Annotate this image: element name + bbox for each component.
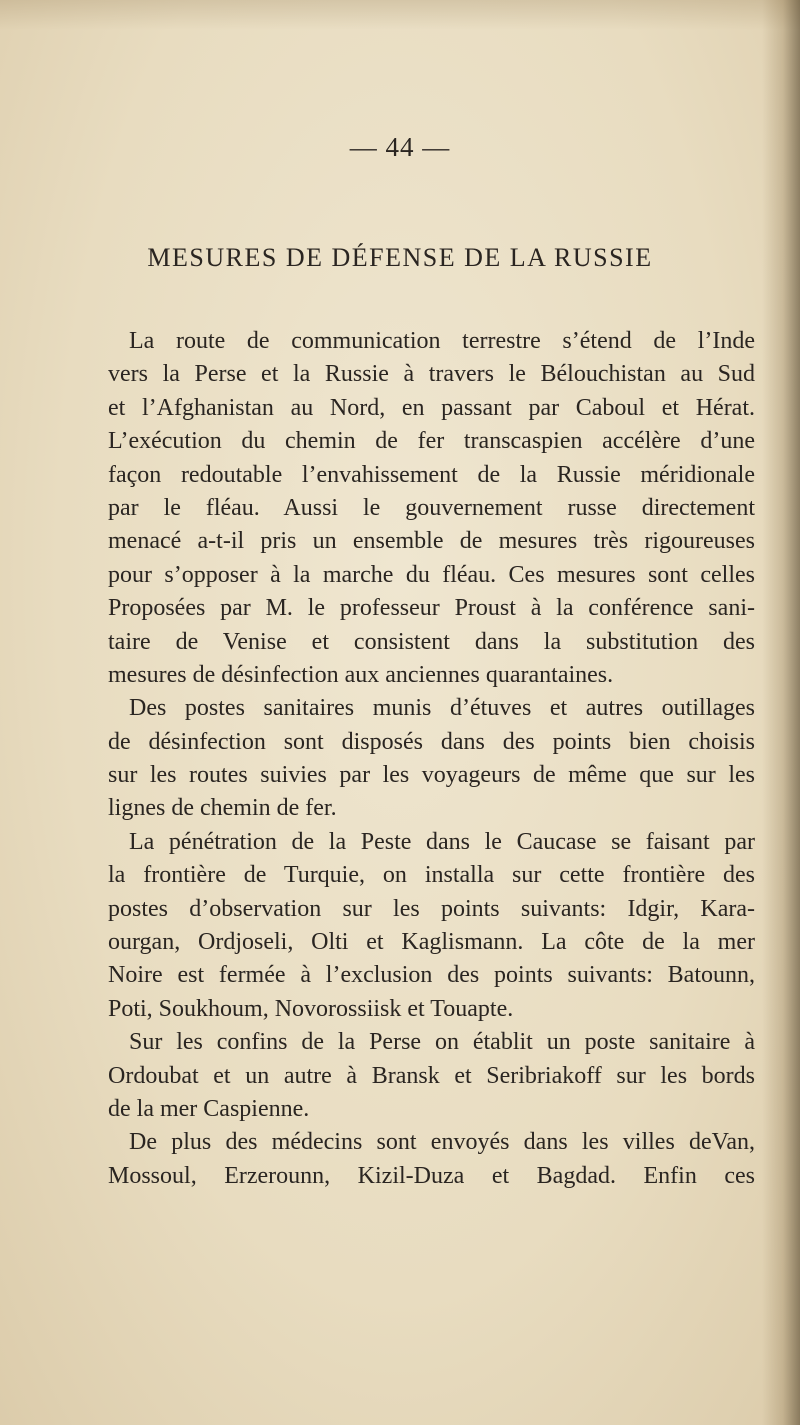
text-line: postes d’observation sur les points suivants: Idgir, Kara- xyxy=(108,895,755,922)
text-line: Mossoul, Erzerounn, Kizil-Duza et Bagdad. Enfin ces xyxy=(108,1162,755,1189)
text-line: par le fléau. Aussi le gouvernement russe directement xyxy=(108,494,755,521)
page-top-shading xyxy=(0,0,800,30)
text-line: menacé a-t-il pris un ensemble de mesures très rigoureuses xyxy=(108,528,755,555)
chapter-title: MESURES DE DÉFENSE DE LA RUSSIE xyxy=(147,243,653,272)
text-line: L’exécution du chemin de fer transcaspien accélère d’une xyxy=(108,428,755,455)
text-line: Des postes sanitaires munis d’étuves et autres outillages xyxy=(129,695,755,722)
text-line: taire de Venise et consistent dans la substitution des xyxy=(108,628,755,655)
text-line: façon redoutable l’envahissement de la Russie méridionale xyxy=(108,461,755,488)
text-line: Noire est fermée à l’exclusion des points suivants: Batounn, xyxy=(108,962,755,989)
page-number: — 44 — xyxy=(349,132,451,162)
text-line: lignes de chemin de fer. xyxy=(108,795,337,822)
text-line: vers la Perse et la Russie à travers le Bélouchistan au Sud xyxy=(108,361,755,388)
text-line: sur les routes suivies par les voyageurs de même que sur les xyxy=(108,762,755,789)
text-line: de désinfection sont disposés dans des points bien choisis xyxy=(108,728,755,755)
text-line: Ordoubat et un autre à Bransk et Seribriakoff sur les bords xyxy=(108,1062,755,1089)
text-line: Poti, Soukhoum, Novorossiisk et Touapte. xyxy=(108,995,514,1022)
text-line: Sur les confins de la Perse on établit un poste sanitaire à xyxy=(129,1029,755,1056)
text-line: Proposées par M. le professeur Proust à la conférence sani- xyxy=(108,595,755,622)
text-line: et l’Afghanistan au Nord, en passant par Caboul et Hérat. xyxy=(108,394,755,421)
text-line: de la mer Caspienne. xyxy=(108,1095,310,1122)
page-edge-shading xyxy=(762,0,800,1425)
text-line: La route de communication terrestre s’étend de l’Inde xyxy=(129,328,755,354)
body-text xyxy=(108,325,755,1193)
text-line: La pénétration de la Peste dans le Caucase se faisant par xyxy=(129,828,755,855)
text-line: pour s’opposer à la marche du fléau. Ces mesures sont celles xyxy=(108,561,755,588)
text-line: De plus des médecins sont envoyés dans les villes deVan, xyxy=(129,1129,755,1156)
text-line: ourgan, Ordjoseli, Olti et Kaglismann. La côte de la mer xyxy=(108,929,755,956)
text-line: la frontière de Turquie, on installa sur cette frontière des xyxy=(108,862,755,889)
text-line: mesures de désinfection aux anciennes quarantaines. xyxy=(108,661,614,688)
